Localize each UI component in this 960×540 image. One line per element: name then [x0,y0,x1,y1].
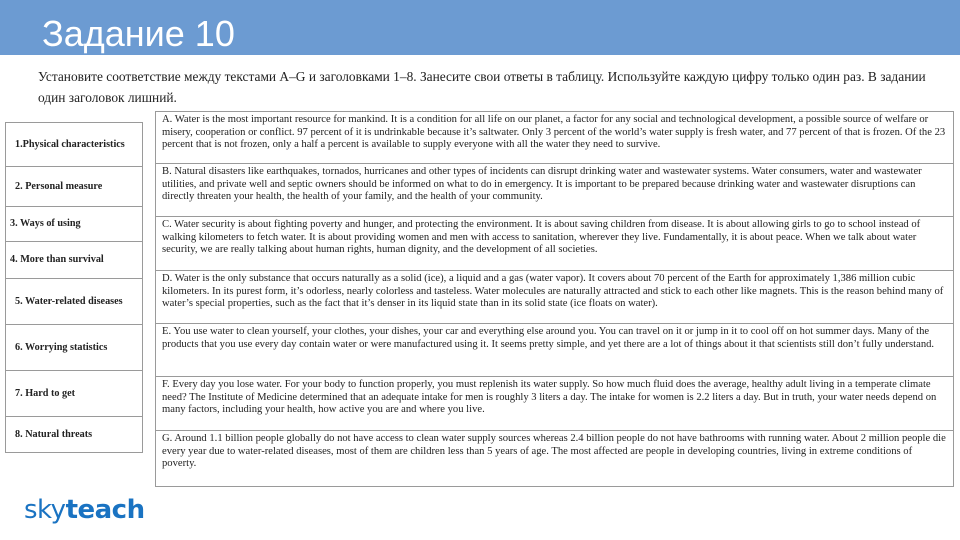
text-b: B. Natural disasters like earthquakes, tornados, hurricanes and other types of incidents can disrupt drinking water and wastewater systems. Water consumers, water and wastewater utilities, and private well and septic owners should be informed on what to do in emergency. It is important to be prepared because drinking water and wastewater disruptions can directly threaten your health, the health of your family, and the health of your community. [156,164,953,217]
texts-table [155,111,954,487]
heading-6: 6. Worrying statistics [6,325,142,371]
heading-8: 8. Natural threats [6,417,142,453]
heading-7: 7. Hard to get [6,371,142,417]
headings-table [5,122,143,453]
text-c: C. Water security is about fighting poverty and hunger, and protecting the environment. It is about saving children from disease. It is about allowing girls to go to school instead of walking kilometers to fetch water. It is about providing women and men with access to sanitation, wherever they live. Fundamentally, it is about peace. When we talk about water security, we are really talking about human rights, human dignity, and the development of all societies. [156,217,953,271]
slide-title: Задание 10 [42,13,235,54]
logo-teach: teach [65,495,145,525]
skyteach-logo [24,495,145,525]
heading-1: 1.Physical characteristics [6,123,142,167]
logo-sky: sky [24,495,66,525]
task-instruction: Установите соответствие между текстами A–G и заголовками 1–8. Занесите свои ответы в таблицу. Используйте каждую цифру только один раз. В задании один заголовок лишний. [38,69,926,105]
text-f: F. Every day you lose water. For your body to function properly, you must replenish its water supply. So how much fluid does the average, healthy adult living in a temperate climate need? The Institute of Medicine determined that an adequate intake for men is roughly 3 liters a day. The intake for women is 2.2 liters a day. But in truth, your water needs depend on many factors, including your health, how active you are and where you live. [156,377,953,431]
text-e: E. You use water to clean yourself, your clothes, your dishes, your car and everything else around you. You can travel on it or jump in it to cool off on hot summer days. Many of the products that you use every day contain water or were manufactured using it. It seems pretty simple, and yet there are a lot of things about it that scientists still don’t fully understand. [156,324,953,377]
text-g: G. Around 1.1 billion people globally do not have access to clean water supply sources whereas 2.4 billion people do not have bathrooms with running water. About 2 million people die every year due to water-related diseases, most of them are children less than 5 years of age. The most affected are people in developing countries, living in extreme conditions of poverty. [156,431,953,487]
title-bar [0,0,960,55]
heading-5: 5. Water-related diseases [6,279,142,325]
heading-2: 2. Personal measure [6,167,142,207]
heading-4: 4. More than survival [6,242,142,279]
text-d: D. Water is the only substance that occurs naturally as a solid (ice), a liquid and a gas (water vapor). It covers about 70 percent of the Earth for approximately 1,386 million cubic kilometers. In its purest form, it’s odorless, nearly colorless and tasteless. Water molecules are naturally attracted and stick to each other like magnets. This is the reason behind many of water’s special properties, such as the fact that it’s denser in its liquid state than in its solid state (ice floats on water). [156,271,953,324]
text-a: A. Water is the most important resource for mankind. It is a condition for all life on our planet, a factor for any social and technological development, a possible source of welfare or misery, cooperation or conflict. 97 percent of it is undrinkable because it’s saltwater. Only 3 percent of the world’s water supply is fresh water, and 77 percent of that is frozen. Of the 23 percent that is not frozen, only a half a percent is available to supply everyone with all the water they need to survive. [156,112,953,164]
heading-3: 3. Ways of using [6,207,142,242]
